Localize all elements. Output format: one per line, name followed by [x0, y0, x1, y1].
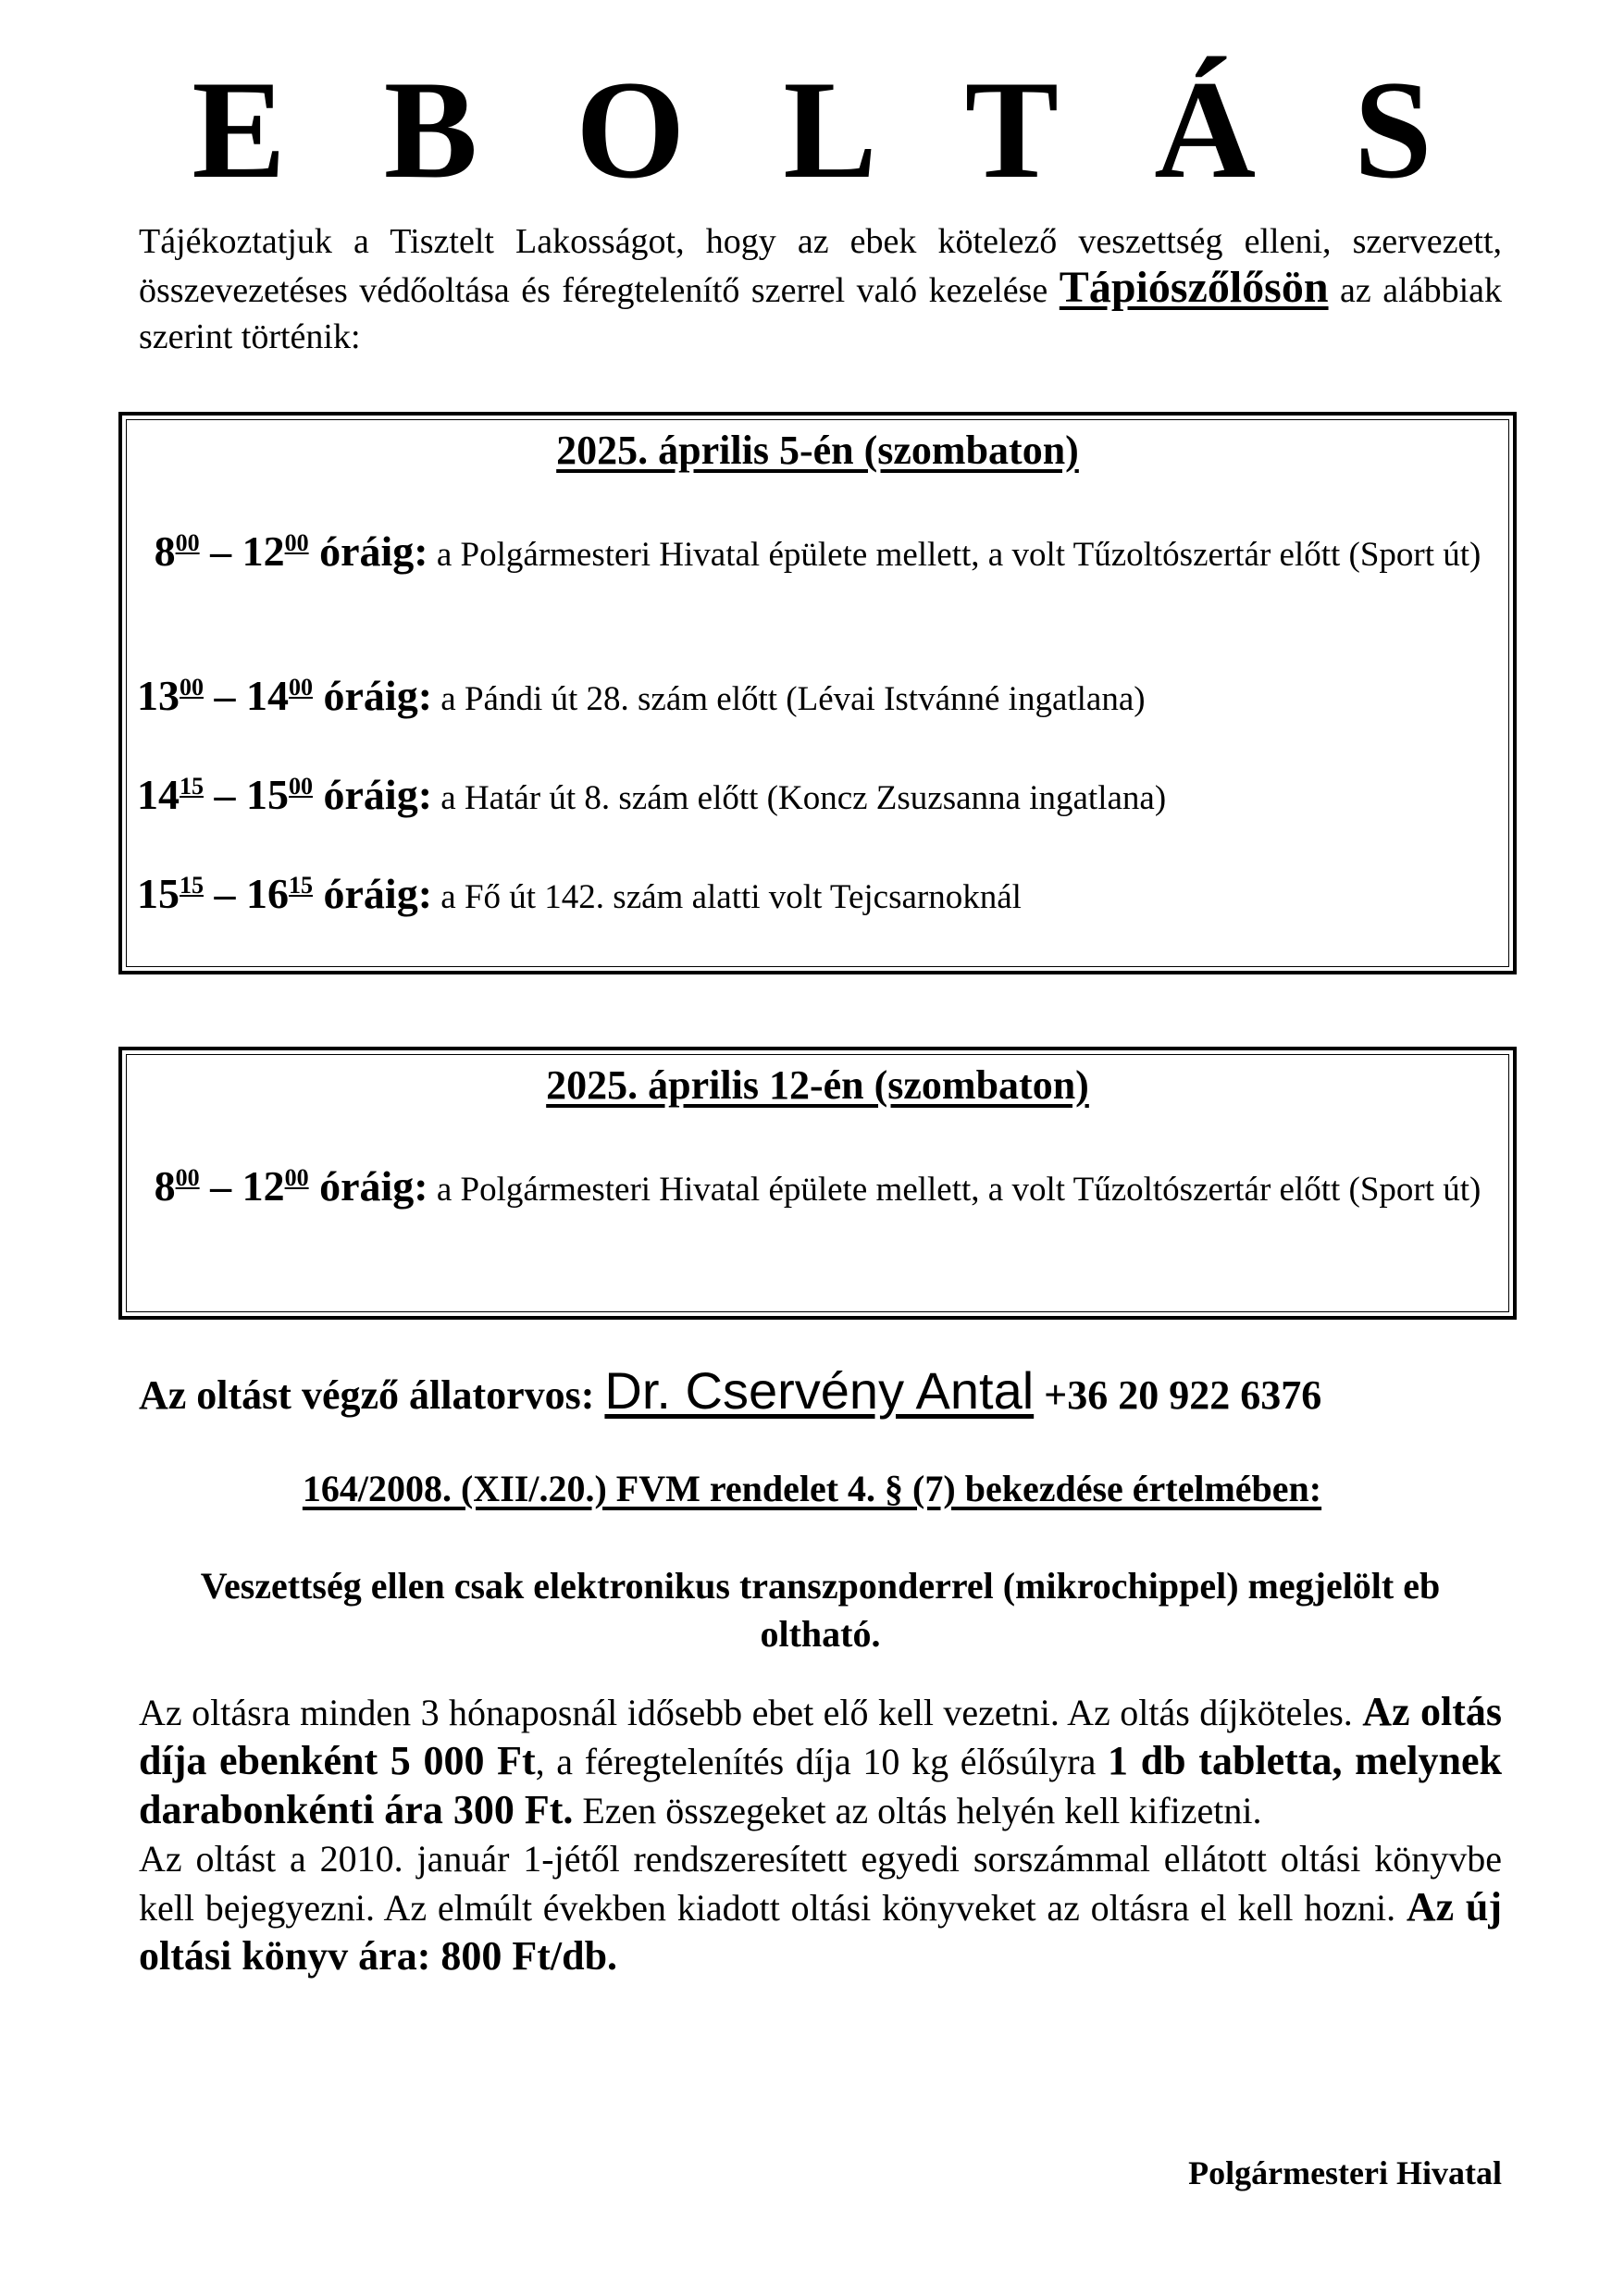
fee-paragraph: Az oltásra minden 3 hónaposnál idősebb ebet elő kell vezetni. Az oltás díjköteles. Az oltás díja ebenként 5 000 Ft, a féregtelenítés díja 10 kg élősúlyra 1 db tabletta, melynek darabonkénti ára 300 Ft. Ezen összegeket az oltás helyén kell kifizetni. — [139, 1689, 1503, 1832]
slot-time: $14^{15} - 15^{00}$ óráig: — [137, 771, 433, 818]
slot-location: a Polgármesteri Hivatal épülete mellett, a volt Tűzoltószertár előtt (Sport út) — [428, 536, 1481, 574]
schedule-box-day2 — [118, 1047, 1517, 1320]
decree-reference: 164/2008. (XII/.20.) FVM rendelet 4. § (7) bekezdése értelmében: — [302, 1468, 1322, 1509]
page-title: E B O L T Á S — [192, 52, 1464, 207]
schedule-slot — [137, 528, 1498, 578]
schedule-slot — [137, 673, 1498, 723]
slot-time: $8^{00} - 12^{00}$ óráig: — [154, 527, 428, 575]
intro-text: Tájékoztatjuk a Tisztelt Lakosságot, hogy az ebek kötelező veszettség elleni, szervezett, összevezetéses védőoltása és féregtelenítő szerrel való kezelése — [139, 222, 1502, 310]
slot-location: a Fő út 142. szám alatti volt Tejcsarnoknál — [432, 878, 1022, 916]
schedule-box-day1 — [118, 412, 1517, 974]
intro-paragraph — [139, 218, 1502, 360]
booklet-paragraph: Az oltást a 2010. január 1-jétől rendszeresített egyedi sorszámmal ellátott oltási könyvbe kell bejegyezni. Az elmúlt években kiadott oltási könyveket az oltásra el kell hozni. Az új oltási könyv ára: 800 Ft/db. — [139, 1838, 1503, 1979]
schedule-slot — [137, 772, 1498, 822]
vet-phone: +36 20 922 6376 — [1034, 1372, 1322, 1418]
slot-location: a Pándi út 28. szám előtt (Lévai Istvánné ingatlana) — [432, 680, 1146, 718]
town-name: Tápiószőlősön — [1059, 263, 1329, 312]
day1-heading: 2025. április 5-én (szombaton) — [556, 428, 1079, 473]
intro-text-end: az alábbiak szerint történik: — [139, 271, 1502, 356]
vet-label: Az oltást végző állatorvos: — [139, 1372, 605, 1418]
vet-name: Dr. Cservény Antal — [604, 1361, 1035, 1420]
signature: Polgármesteri Hivatal — [1188, 2154, 1502, 2191]
slot-time: $15^{15} - 16^{15}$ óráig: — [137, 870, 433, 917]
vet-line — [139, 1359, 1502, 1428]
slot-location: a Határ út 8. szám előtt (Koncz Zsuzsanna ingatlana) — [432, 779, 1167, 817]
slot-location: a Polgármesteri Hivatal épülete mellett, a volt Tűzoltószertár előtt (Sport út) — [428, 1171, 1481, 1209]
day2-heading: 2025. április 12-én (szombaton) — [546, 1062, 1089, 1108]
schedule-slot — [137, 1163, 1498, 1213]
fee-information — [139, 1688, 1502, 1981]
microchip-notice: Veszettség ellen csak elektronikus transzponderrel (mikrochippel) megjelölt eb oltható. — [200, 1565, 1441, 1655]
slot-time: $8^{00} - 12^{00}$ óráig: — [154, 1162, 428, 1210]
slot-time: $13^{00} - 14^{00}$ óráig: — [137, 672, 433, 719]
schedule-slot — [137, 871, 1498, 921]
